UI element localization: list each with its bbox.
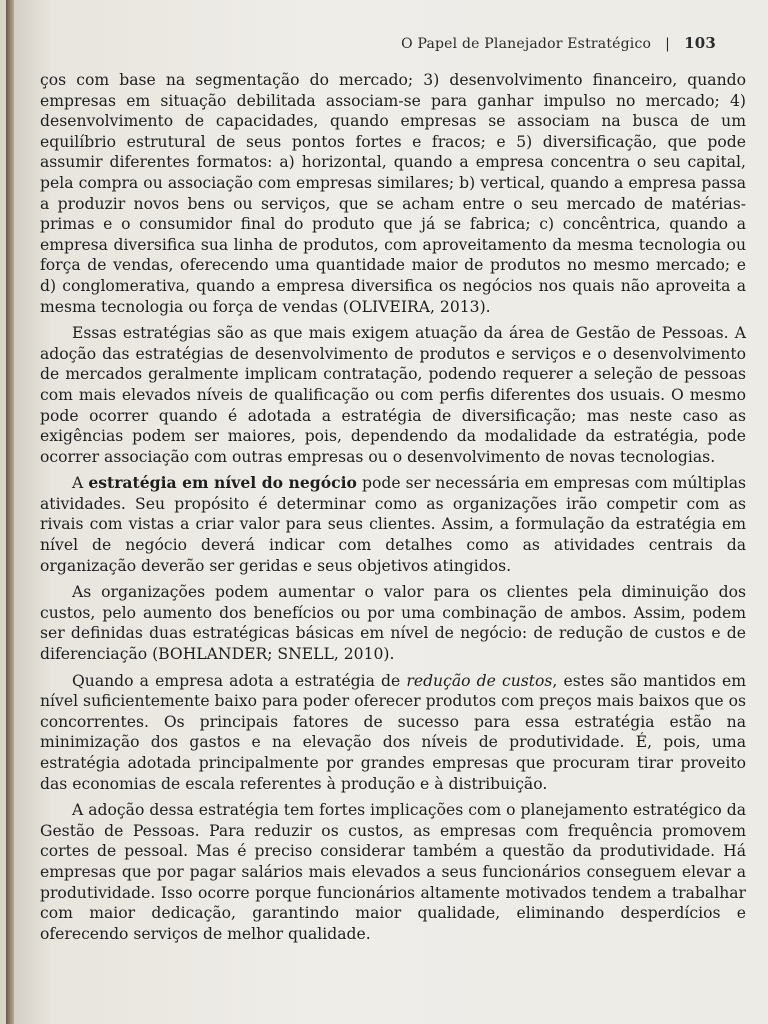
running-header bbox=[401, 34, 716, 52]
paragraph-3-bold-term: estratégia em nível do negócio bbox=[88, 473, 357, 493]
page-number: 103 bbox=[684, 34, 716, 52]
paragraph-5-italic-term: redução de custos bbox=[406, 671, 553, 690]
book-page bbox=[6, 0, 768, 1024]
paragraph-5-rest: , estes são mantidos em nível suficientemente baixo para poder oferecer produtos com preços mais baixos que os concorrentes. Os principais fatores de sucesso para essa estratégia estão na minimização dos gastos e na elevação dos níveis de produtividade. É, pois, uma estratégia adotada principalmente por grandes empresas que procuram tirar proveito das economias de escala referentes à produção e à distribuição. bbox=[40, 671, 747, 793]
body-text bbox=[40, 70, 746, 950]
paragraph-2: Essas estratégias são as que mais exigem atuação da área de Gestão de Pessoas. A adoção das estratégias de desenvolvimento de produtos e serviços e o desenvolvimento de mercados geralmente implicam contratação, podendo requerer a seleção de pessoas com mais elevados níveis de qualificação ou com perfis diferentes dos usuais. O mesmo pode ocorrer quando é adotada a estratégia de diversificação; mas neste caso as exigências podem ser maiores, pois, dependendo da modalidade da estratégia, pode ocorrer associação com outras empresas ou o desenvolvimento de novas tecnologias. bbox=[40, 324, 746, 466]
book-spine-shadow bbox=[6, 0, 14, 1024]
header-separator: | bbox=[665, 36, 671, 52]
paragraph-3-lead: A bbox=[72, 474, 89, 493]
paragraph-5 bbox=[40, 671, 746, 795]
paragraph-3 bbox=[40, 473, 746, 576]
paragraph-4: As organizações podem aumentar o valor para os clientes pela diminuição dos custos, pelo aumento dos benefícios ou por uma combinação de ambos. Assim, podem ser definidas duas estratégicas básicas em nível de negócio: de redução de custos e de diferenciação (BOHLANDER; SNELL, 2010). bbox=[40, 583, 746, 664]
paragraph-1: ços com base na segmentação do mercado; 3) desenvolvimento financeiro, quando empresas em situação debilitada associam-se para ganhar impulso no mercado; 4) desenvolvimento de capacidades, quando empresas se associam na busca de um equilíbrio estrutural de seus pontos fortes e fracos; e 5) diversificação, que pode assumir diferentes formatos: a) horizontal, quando a empresa concentra o seu capital, pela compra ou associação com empresas similares; b) vertical, quando a empresa passa a produzir novos bens ou serviços, que se acham entre o seu mercado de matérias-primas e o consumidor final do produto que já se fabrica; c) concêntrica, quando a empresa diversifica sua linha de produtos, com aproveitamento da mesma tecnologia ou força de vendas, oferecendo uma quantidade maior de produtos no mesmo mercado; e d) conglomerativa, quando a empresa diversifica os negócios nos quais não aproveita a mesma tecnologia ou força de vendas (OLIVEIRA, 2013). bbox=[40, 71, 746, 316]
paragraph-3-rest: pode ser necessária em empresas com múltiplas atividades. Seu propósito é determinar como as organizações irão competir com as rivais com vistas a criar valor para seus clientes. Assim, a formulação da estratégia em nível de negócio deverá indicar com detalhes como as atividades centrais da organização deverão ser geridas e seus objetivos atingidos. bbox=[40, 474, 746, 575]
paragraph-6: A adoção dessa estratégia tem fortes implicações com o planejamento estratégico da Gestão de Pessoas. Para reduzir os custos, as empresas com frequência promovem cortes de pessoal. Mas é preciso considerar também a questão da produtividade. Há empresas que por pagar salários mais elevados a seus funcionários conseguem elevar a produtividade. Isso ocorre porque funcionários altamente motivados tendem a trabalhar com maior dedicação, garantindo maior qualidade, eliminando desperdícios e oferecendo serviços de melhor qualidade. bbox=[40, 801, 746, 943]
paragraph-5-lead: Quando a empresa adota a estratégia de bbox=[72, 671, 407, 690]
running-title: O Papel de Planejador Estratégico bbox=[401, 36, 652, 52]
